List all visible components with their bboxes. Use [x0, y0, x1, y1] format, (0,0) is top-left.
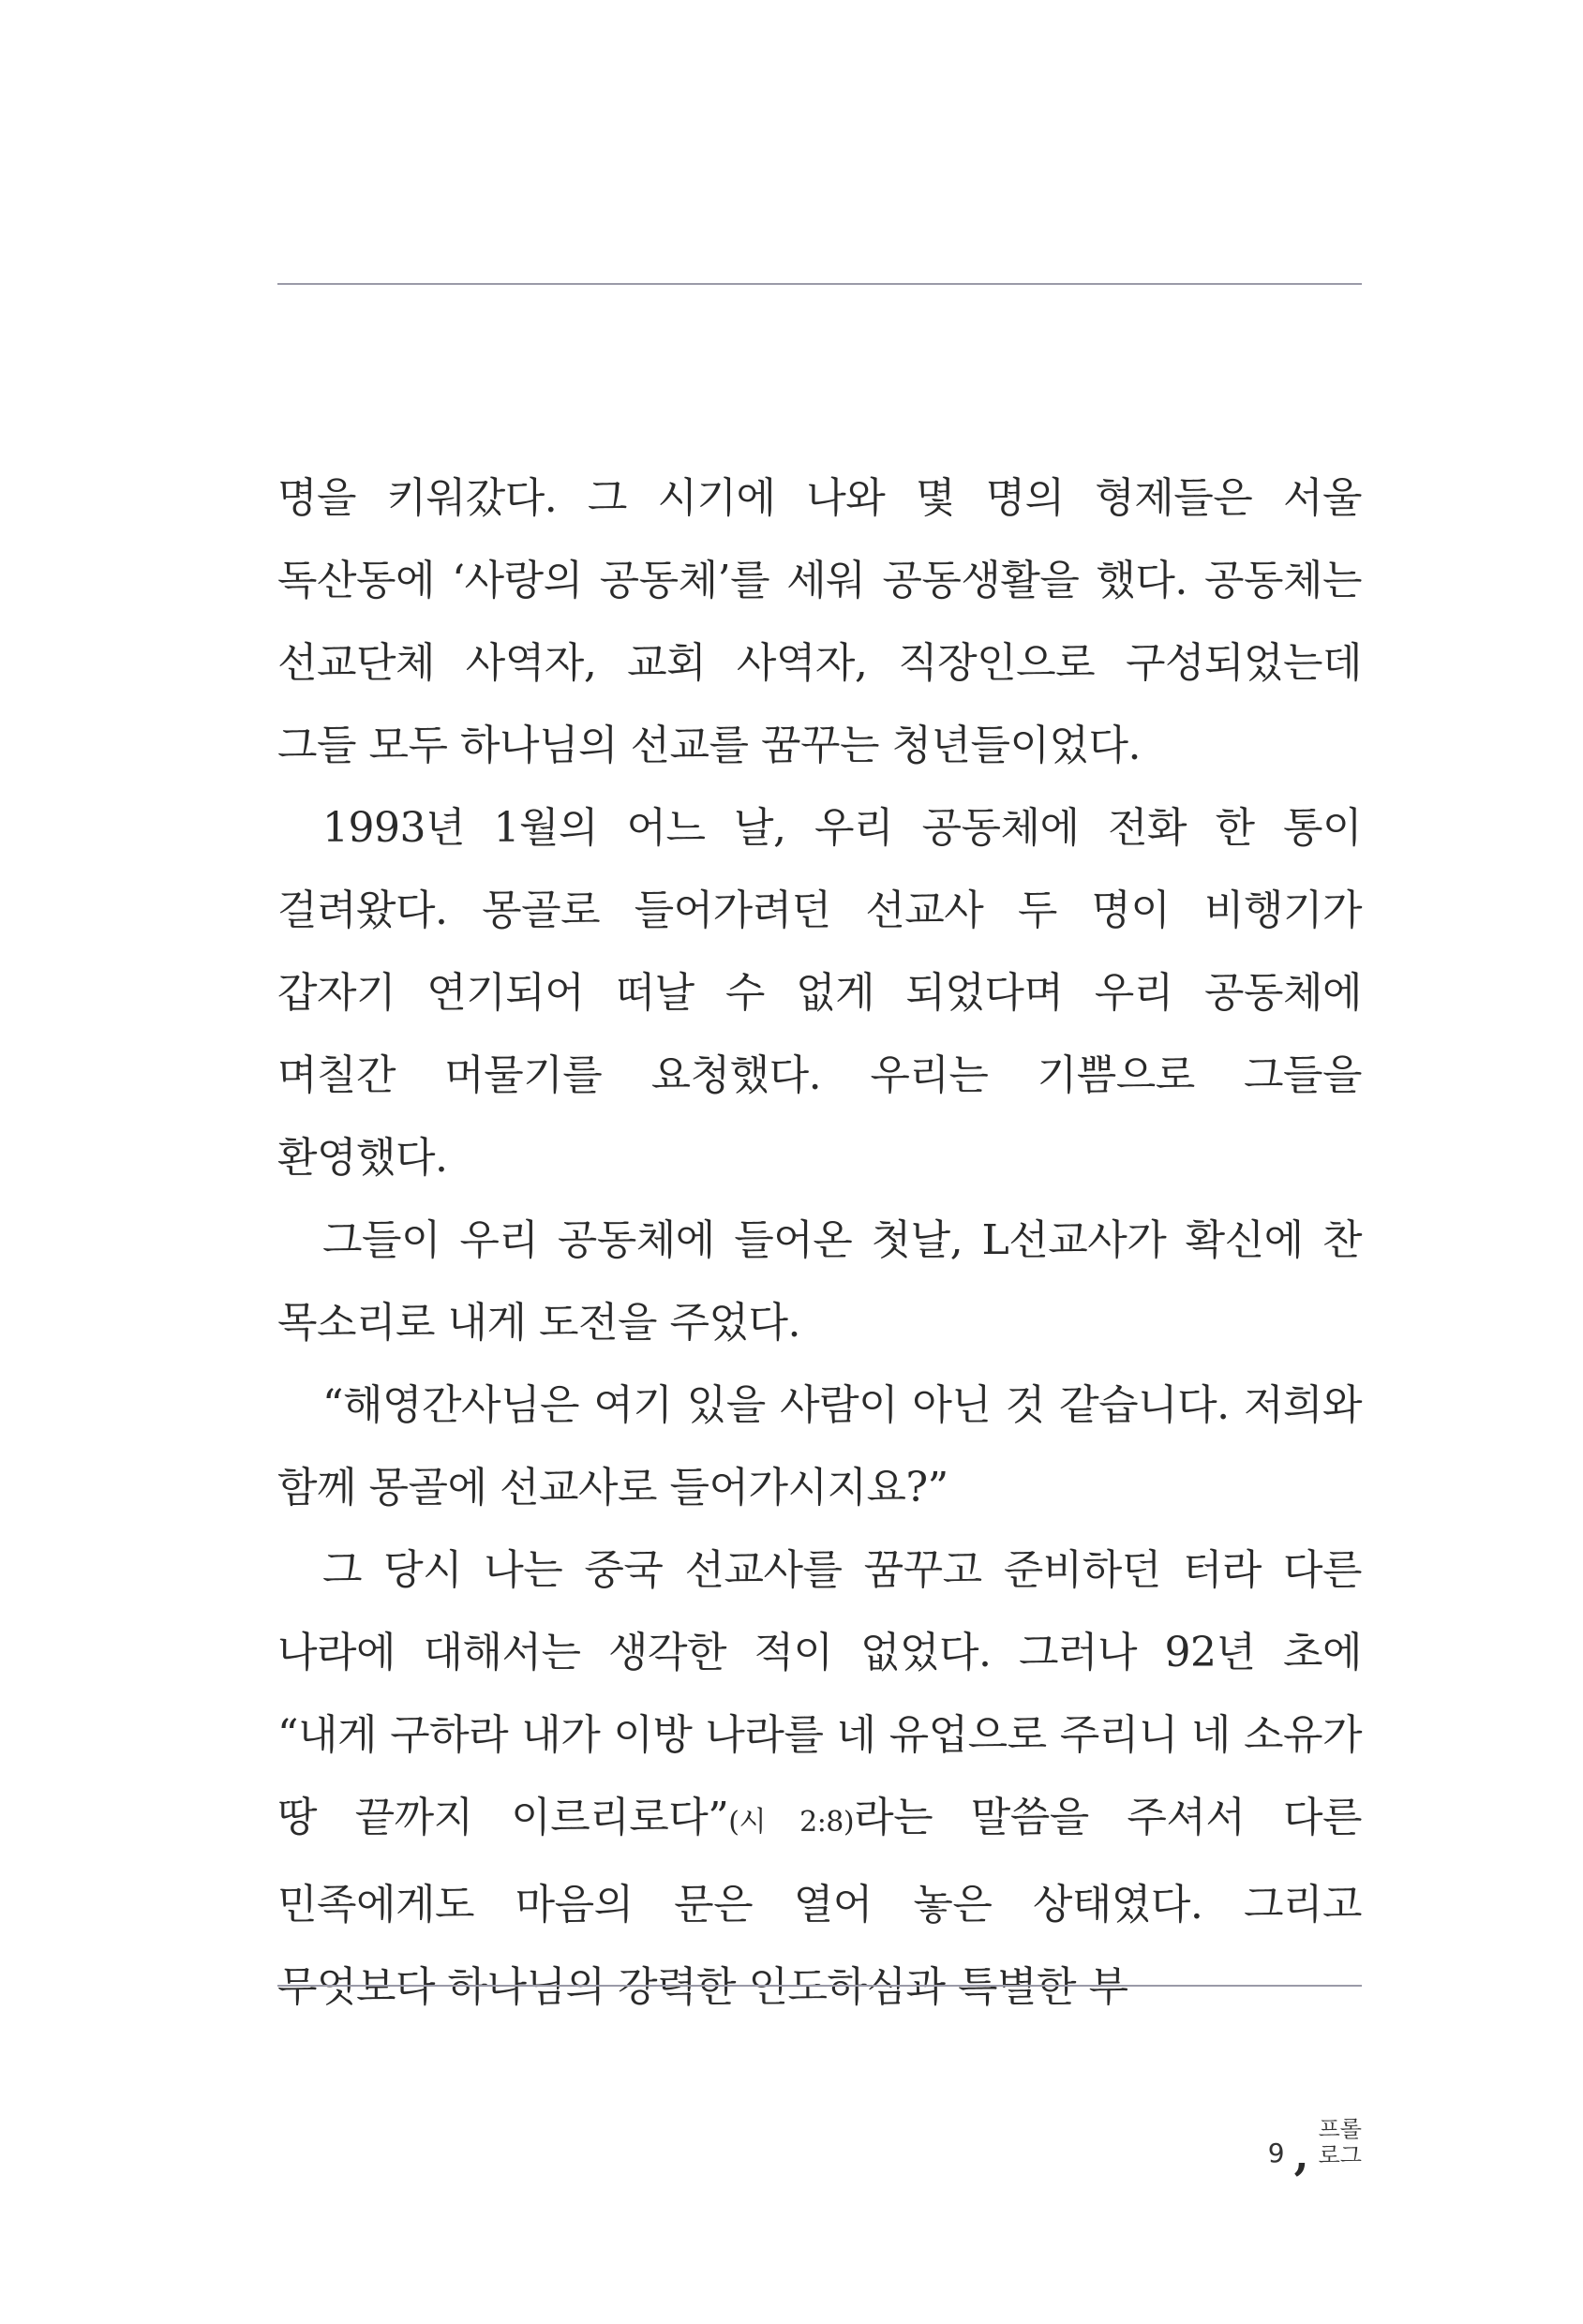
paragraph-2: 1993년 1월의 어느 날, 우리 공동체에 전화 한 통이 걸려왔다. 몽골로 들어가려던 선교사 두 명이 비행기가 갑자기 연기되어 떠날 수 없게 되었다며 우리 공동체에 며칠간 머물기를 요청했다. 우리는 기쁨으로 그들을 환영했다.: [277, 804, 1362, 1182]
chapter-title-line-2: 로그: [1318, 2142, 1362, 2168]
chapter-title: [1319, 2116, 1362, 2168]
bottom-divider: [277, 1985, 1362, 1987]
paragraph-3: 그들이 우리 공동체에 들어온 첫날, L선교사가 확신에 찬 목소리로 내게 도전을 주었다.: [277, 1216, 1362, 1347]
paragraph-1: 명을 키워갔다. 그 시기에 나와 몇 명의 형제들은 서울 독산동에 ‘사랑의 공동체’를 세워 공동생활을 했다. 공동체는 선교단체 사역자, 교회 사역자, 직장인으로 구성되었는데 그들 모두 하나님의 선교를 꿈꾸는 청년들이었다.: [277, 474, 1362, 769]
comma-icon: ,: [1293, 2129, 1309, 2180]
page-number: 9: [1267, 2138, 1285, 2168]
page-footer: [1267, 2112, 1362, 2180]
paragraph-5-text-before: 그 당시 나는 중국 선교사를 꿈꾸고 준비하던 터라 다른 나라에 대해서는 생각한 적이 없었다. 그러나 92년 초에 “내게 구하라 내가 이방 나라를 네 유업으로 주리니 네 소유가 땅 끝까지 이르리로다”: [277, 1546, 1362, 1841]
top-divider: [277, 283, 1362, 285]
paragraph-5-text-after: 라는 말씀을 주셔서 다른 민족에게도 마음의 문은 열어 놓은 상태였다. 그리고 무엇보다 하나님의 강력한 인도하심과 특별한 부: [277, 1794, 1362, 2011]
paragraph-5: [277, 1529, 1362, 2029]
bible-citation: (시 2:8): [728, 1806, 855, 1839]
chapter-title-line-1: 프롤: [1318, 2116, 1362, 2142]
paragraph-4-quote: “해영간사님은 여기 있을 사람이 아닌 것 같습니다. 저희와 함께 몽골에 선교사로 들어가시지요?”: [277, 1381, 1362, 1512]
body-text: [277, 457, 1362, 2011]
